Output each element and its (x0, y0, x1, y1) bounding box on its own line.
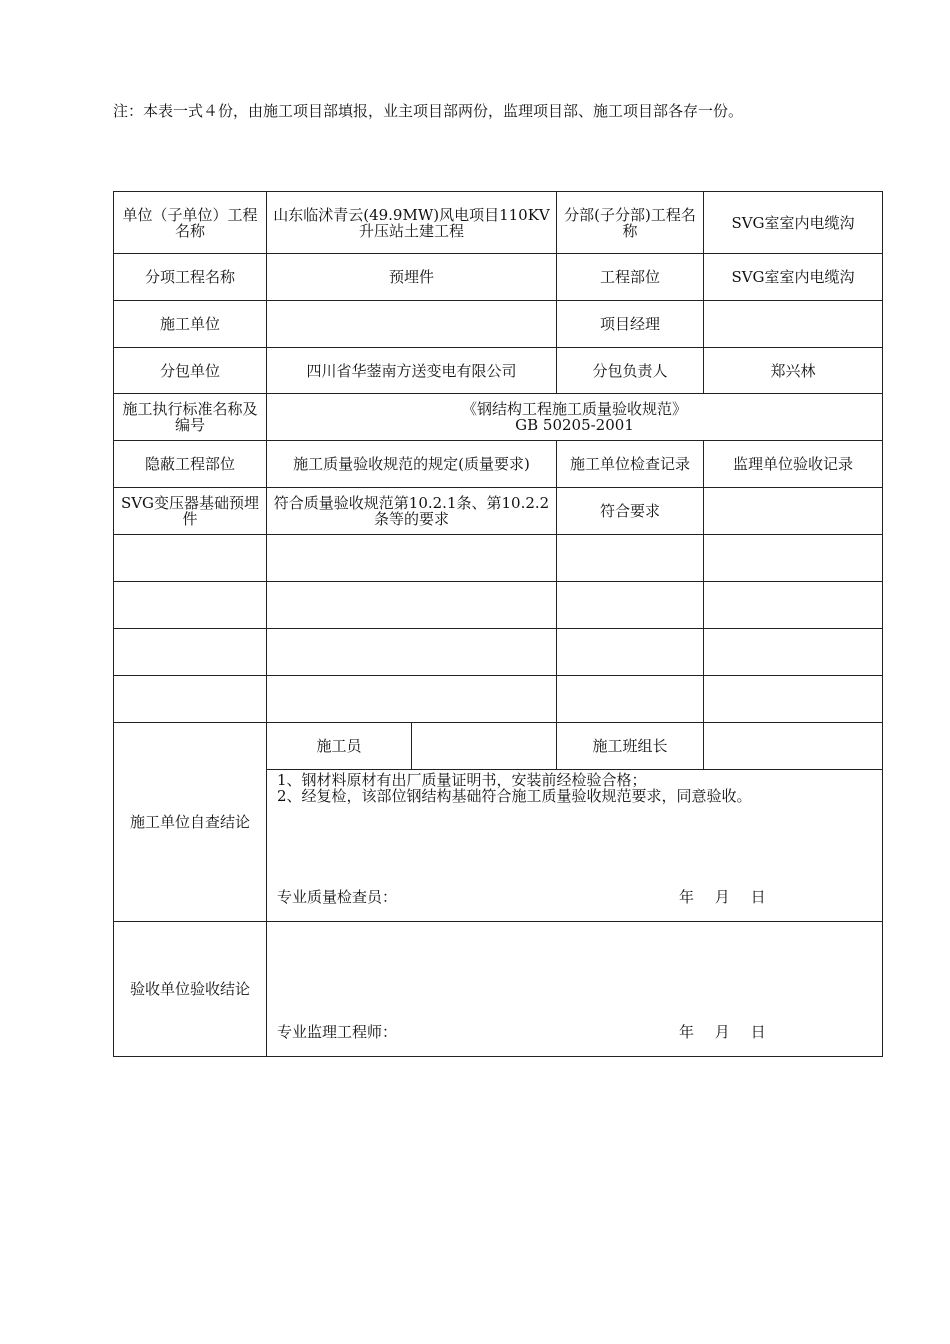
blank-cell (267, 676, 557, 723)
date-month: 月 (714, 888, 730, 906)
date-year: 年 (679, 1023, 695, 1041)
blank-cell (557, 582, 704, 629)
conclusion-line-2: 2、经复检，该部位钢结构基础符合施工质量验收规范要求，同意验收。 (277, 787, 752, 805)
subcontractor-value: 四川省华蓥南方送变电有限公司 (267, 348, 557, 394)
blank-cell (267, 582, 557, 629)
form-row-unit (114, 192, 883, 254)
date-year: 年 (679, 888, 695, 906)
table-row (114, 582, 883, 629)
table-row (114, 676, 883, 723)
subcontract-lead-value: 郑兴林 (704, 348, 883, 394)
table-header-row (114, 441, 883, 488)
project-part-value: SVG室室内电缆沟 (704, 254, 883, 301)
subdivision-name-label: 分部(子分部)工程名称 (557, 192, 704, 254)
unit-name-label: 单位（子单位）工程名称 (114, 192, 267, 254)
blank-cell (557, 676, 704, 723)
acceptance-row (114, 922, 883, 1057)
table-row (114, 488, 883, 535)
quality-inspector-label: 专业质量检查员： (277, 888, 398, 906)
date-month: 月 (714, 1023, 730, 1041)
conclusion-line-1: 1、钢材料原材有出厂质量证明书，安装前经检验合格； (277, 771, 647, 789)
entry-spec: 符合质量验收规范第10.2.1条、第10.2.2条等的要求 (267, 488, 557, 535)
self-check-label: 施工单位自查结论 (114, 723, 267, 922)
header-contractor-check: 施工单位检查记录 (557, 441, 704, 488)
blank-cell (114, 676, 267, 723)
self-check-conclusion (267, 770, 883, 922)
blank-cell (704, 535, 883, 582)
item-name-value: 预埋件 (267, 254, 557, 301)
blank-cell (704, 582, 883, 629)
header-supervisor-record: 监理单位验收记录 (704, 441, 883, 488)
date-day: 日 (750, 888, 766, 906)
form-row-subcontractor (114, 348, 883, 394)
blank-cell (114, 582, 267, 629)
blank-cell (557, 629, 704, 676)
project-manager-value (704, 301, 883, 348)
standard-code: GB 50205-2001 (515, 416, 634, 434)
header-quality-requirement: 施工质量验收规范的规定(质量要求) (267, 441, 557, 488)
inspector-signature-line (277, 888, 872, 906)
worker-value (412, 723, 557, 770)
header-concealed-part: 隐蔽工程部位 (114, 441, 267, 488)
blank-cell (114, 629, 267, 676)
acceptance-conclusion (267, 922, 883, 1057)
acceptance-label: 验收单位验收结论 (114, 922, 267, 1057)
standard-name: 《钢结构工程施工质量验收规范》 (461, 400, 687, 418)
entry-check: 符合要求 (557, 488, 704, 535)
subcontractor-label: 分包单位 (114, 348, 267, 394)
blank-cell (267, 629, 557, 676)
team-leader-value (704, 723, 883, 770)
project-part-label: 工程部位 (557, 254, 704, 301)
blank-cell (704, 676, 883, 723)
entry-part: SVG变压器基础预埋件 (114, 488, 267, 535)
form-row-contractor (114, 301, 883, 348)
unit-name-value: 山东临沭青云(49.9MW)风电项目110KV升压站土建工程 (267, 192, 557, 254)
table-row (114, 629, 883, 676)
supervising-engineer-label: 专业监理工程师： (277, 1023, 398, 1041)
subdivision-name-value: SVG室室内电缆沟 (704, 192, 883, 254)
blank-cell (704, 629, 883, 676)
table-row (114, 535, 883, 582)
blank-cell (557, 535, 704, 582)
inspection-form-table (113, 191, 883, 1057)
team-leader-label: 施工班组长 (557, 723, 704, 770)
item-name-label: 分项工程名称 (114, 254, 267, 301)
signature-date (679, 1023, 782, 1041)
worker-label: 施工员 (267, 723, 412, 770)
standard-label: 施工执行标准名称及编号 (114, 394, 267, 441)
contractor-value (267, 301, 557, 348)
self-check-staff-row (114, 723, 883, 770)
contractor-label: 施工单位 (114, 301, 267, 348)
project-manager-label: 项目经理 (557, 301, 704, 348)
form-note: 注：本表一式４份，由施工项目部填报，业主项目部两份，监理项目部、施工项目部各存一份。 (113, 102, 744, 120)
engineer-signature-line (277, 1023, 872, 1041)
blank-cell (114, 535, 267, 582)
standard-value (267, 394, 883, 441)
subcontract-lead-label: 分包负责人 (557, 348, 704, 394)
signature-date (679, 888, 782, 906)
form-row-item (114, 254, 883, 301)
blank-cell (267, 535, 557, 582)
entry-supervise (704, 488, 883, 535)
date-day: 日 (750, 1023, 766, 1041)
form-row-standard (114, 394, 883, 441)
